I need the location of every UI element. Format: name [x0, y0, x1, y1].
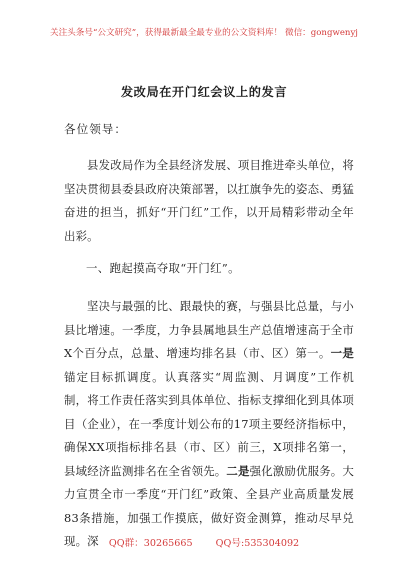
intro-paragraph: [64, 154, 354, 248]
body-text-2: 锚定目标抓调度。认真落实“周监测、月调度”工作机制，将工作责任落实到具体单位、指标支撑细化到具体项目（企业），在一季度计划公布的17项主要经济指标中，确保XX项指标排名县（市、区）前三，X项排名第一，县域经济监测排名在全省领先。: [64, 369, 354, 478]
body-text-1: 坚决与最强的比、跟最快的赛，与强县比总量，与小县比增速。一季度，力争县属地县生产总值增速高于全市X个百分点，总量、增速均排名县（市、区）第一。: [64, 299, 354, 360]
point-two-marker: 二是: [226, 463, 250, 478]
body-paragraph: [64, 295, 354, 554]
section-heading: 一、跑起摸高夺取“开门红”。: [86, 261, 240, 275]
point-one-marker: 一是: [330, 346, 354, 360]
salutation: 各位领导：: [64, 122, 127, 136]
intro-text: 县发改局作为全县经济发展、项目推进牵头单位，将坚决贯彻县委县政府决策部署，以扛旗争先的姿态、勇猛奋进的担当，抓好“开门红”工作，以开局精彩带动全年出彩。: [64, 158, 354, 243]
contact-footer: [0, 535, 408, 549]
promo-banner: 关注头条号“公文研究”，获得最新最全最专业的公文资料库！ 微信：gongwenyj: [50, 28, 358, 38]
body-text-3: 强化激励优服务。大力宣贯全市一季度“开门红”政策、全县产业高质量发展83条措施，加强工作摸底，做好资金测算，推动尽早兑现。深: [64, 463, 354, 548]
qq-number-text: QQ号:535304092: [215, 538, 300, 549]
qq-group-text: QQ群：30265665: [108, 538, 193, 549]
document-title: 发改局在开门红会议上的发言: [120, 85, 288, 99]
